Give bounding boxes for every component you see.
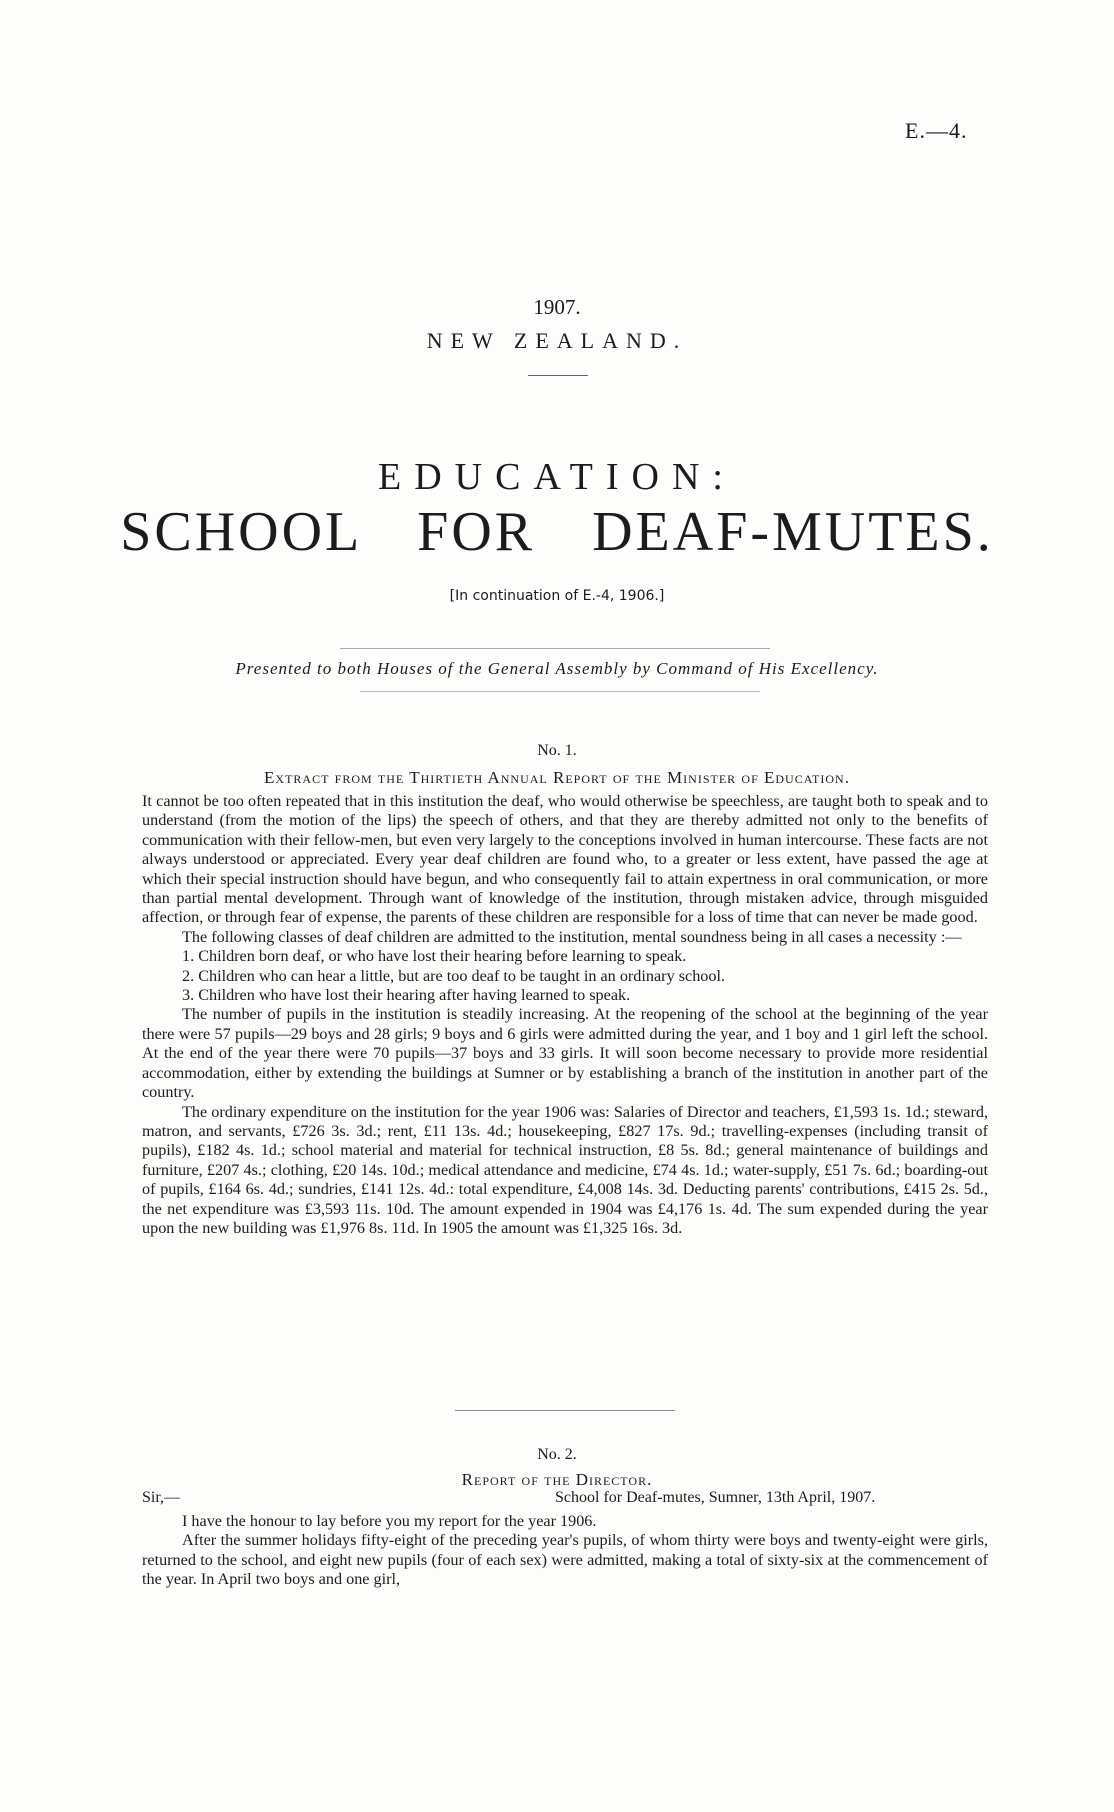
- paragraph: The following classes of deaf children are admitted to the institution, mental soundness being in all cases a necessity :—: [182, 927, 962, 946]
- section-1-body: [142, 792, 988, 1238]
- page-reference: E.—4.: [905, 118, 968, 143]
- section-heading: Extract from the Thirtieth Annual Report of the Minister of Education.: [264, 768, 850, 787]
- divider-rule: [360, 691, 760, 692]
- presented-line: Presented to both Houses of the General Assembly by Command of His Excellency.: [235, 659, 879, 678]
- paragraph: I have the honour to lay before you my report for the year 1906.: [182, 1512, 597, 1530]
- divider-rule: [528, 375, 588, 376]
- continuation-note: [In continuation of E.-4, 1906.]: [449, 588, 665, 604]
- list-item: 3. Children who have lost their hearing after having learned to speak.: [182, 986, 631, 1005]
- section-number: No. 1.: [537, 742, 577, 759]
- salutation: Sir,—: [142, 1489, 181, 1506]
- document-year: 1907.: [533, 295, 581, 319]
- divider-rule: [340, 648, 770, 649]
- paragraph: The number of pupils in the institution is steadily increasing. At the reopening of the school at the beginning of the year there were 57 pupils—29 boys and 28 girls; 9 boys and 6 girls were admitted during the year, and 1 boy and 1 girl left the school. At the end of the year there were 70 pupils—37 boys and 33 girls. It will soon become necessary to provide more residential accommodation, either by extending the buildings at Sumner or by establishing a branch of the institution in another part of the country.: [142, 1005, 988, 1102]
- list-item: 1. Children born deaf, or who have lost their hearing before learning to speak.: [182, 947, 687, 966]
- paragraph: It cannot be too often repeated that in this institution the deaf, who would otherwise be speechless, are taught both to speak and to understand (from the motion of the lips) the speech of others, and that they are thereby admitted not only to the benefits of communication with their fellow-men, but even very largely to the conceptions involved in human intercourse. These facts are not always understood or appreciated. Every year deaf children are found who, to a greater or less extent, have passed the age at which their special instruction should have begun, and who consequently fail to attain expertness in oral communication, or more than partial mental development. Through want of knowledge of the institution, through mistaken advice, through misguided affection, or through fear of expense, the parents of these children are responsible for a loss of time that can never be made good.: [142, 792, 988, 927]
- list-item: 2. Children who can hear a little, but are too deaf to be taught in an ordinary school.: [182, 966, 726, 985]
- country-title: NEW ZEALAND.: [426, 328, 688, 353]
- document-super-title: EDUCATION:: [378, 456, 736, 498]
- dateline: School for Deaf-mutes, Sumner, 13th April, 1907.: [555, 1489, 876, 1506]
- document-main-title: SCHOOL FOR DEAF-MUTES.: [120, 501, 994, 563]
- section-2-body: [142, 1512, 988, 1590]
- section-heading: Report of the Director.: [461, 1470, 653, 1489]
- section-number: No. 2.: [537, 1446, 577, 1463]
- divider-rule: [455, 1410, 675, 1411]
- paragraph: After the summer holidays fifty-eight of the preceding year's pupils, of whom thirty were boys and twenty-eight were girls, returned to the school, and eight new pupils (four of each sex) were admitted, making a total of sixty-six at the commencement of the year. In April two boys and one girl,: [142, 1531, 988, 1589]
- paragraph: The ordinary expenditure on the institution for the year 1906 was: Salaries of Director and teachers, £1,593 1s. 1d.; steward, matron, and servants, £726 3s. 3d.; rent, £11 13s. 4d.; housekeeping, £827 17s. 9d.; travelling-expenses (including transit of pupils), £182 4s. 1d.; school material and material for technical instruction, £8 5s. 8d.; general maintenance of buildings and furniture, £207 4s.; clothing, £20 14s. 10d.; medical attendance and medicine, £74 4s. 1d.; water-supply, £51 7s. 6d.; boarding-out of pupils, £164 6s. 4d.; sundries, £141 12s. 4d.: total expenditure, £4,008 14s. 3d. Deducting parents' contributions, £415 2s. 5d., the net expenditure was £3,593 11s. 10d. The amount expended in 1904 was £4,176 1s. 4d. The sum expended during the year upon the new building was £1,976 8s. 11d. In 1905 the amount was £1,325 16s. 3d.: [142, 1102, 988, 1237]
